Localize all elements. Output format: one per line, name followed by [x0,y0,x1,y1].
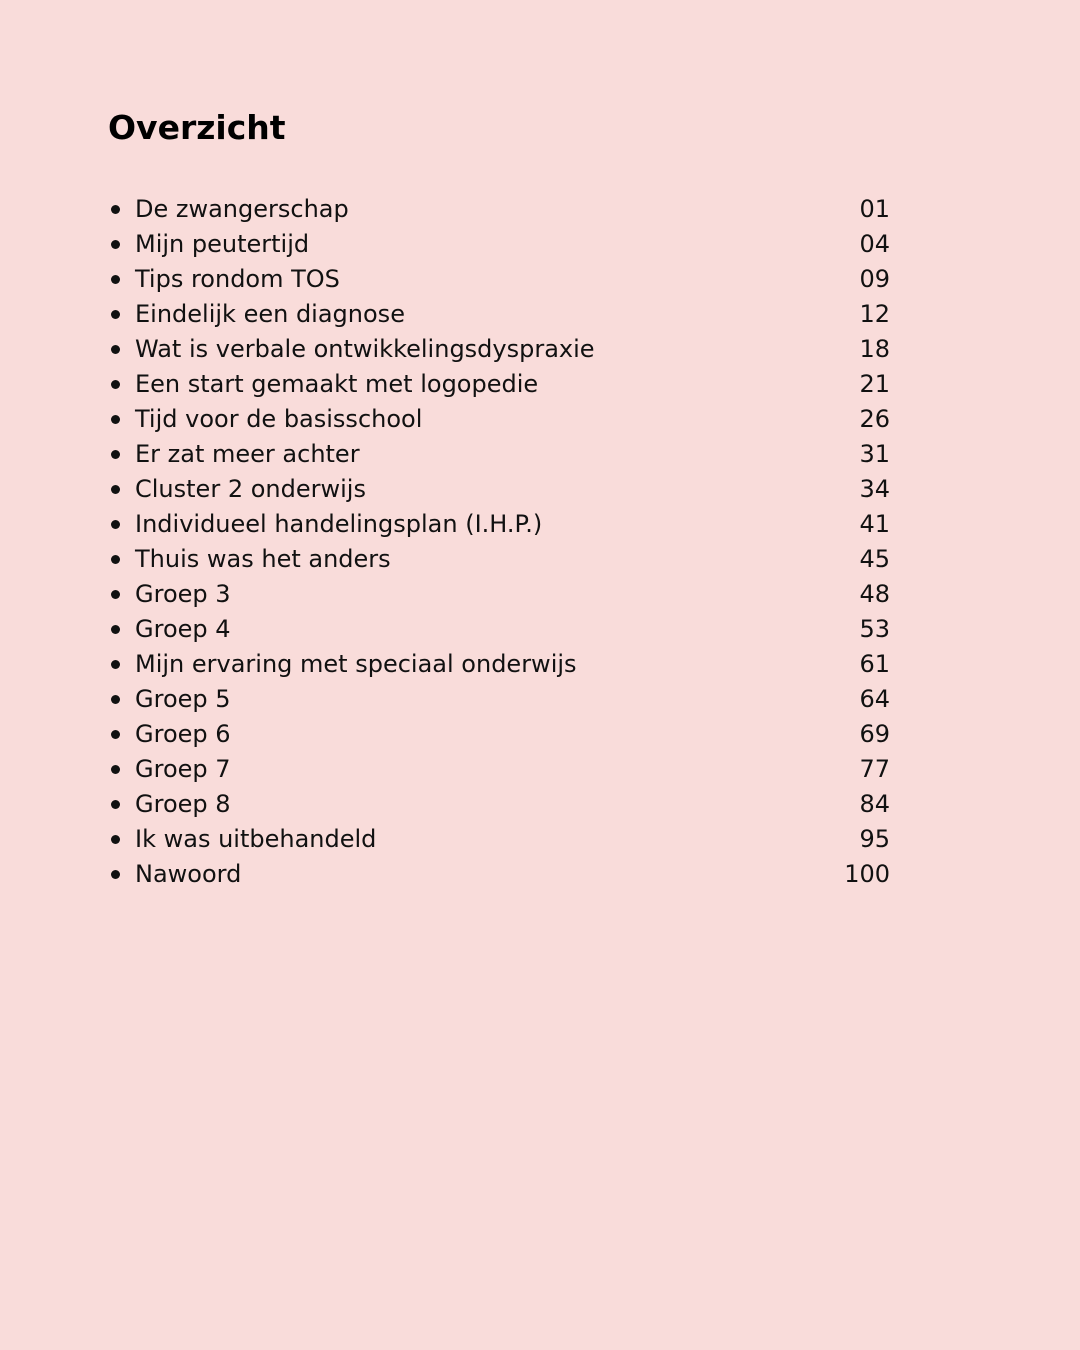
toc-entry [108,682,908,717]
bullet-icon [111,485,120,494]
toc-entry [108,332,908,367]
toc-entry [108,577,908,612]
toc-entry-label: Wat is verbale ontwikkelingsdyspraxie [135,335,595,363]
toc-entry-page: 45 [859,545,890,573]
toc-entry [108,297,908,332]
toc-entry-page: 21 [859,370,890,398]
toc-entry [108,507,908,542]
bullet-icon [111,730,120,739]
toc-entry [108,752,908,787]
toc-entry-label: Groep 3 [135,580,231,608]
bullet-icon [111,345,120,354]
toc-entry [108,857,908,892]
toc-entry-page: 53 [859,615,890,643]
toc-entry-label: Groep 4 [135,615,231,643]
toc-entry [108,262,908,297]
toc-entry-page: 100 [844,860,890,888]
bullet-icon [111,695,120,704]
bullet-icon [111,835,120,844]
toc-entry [108,717,908,752]
toc-entry-label: Eindelijk een diagnose [135,300,405,328]
toc-entry [108,647,908,682]
bullet-icon [111,660,120,669]
toc-entry-label: Groep 5 [135,685,231,713]
bullet-icon [111,415,120,424]
bullet-icon [111,520,120,529]
toc-entry [108,787,908,822]
bullet-icon [111,450,120,459]
toc-entry [108,192,908,227]
toc-entry [108,612,908,647]
toc-entry-label: Cluster 2 onderwijs [135,475,366,503]
toc-entry-page: 61 [859,650,890,678]
toc-entry-label: Nawoord [135,860,242,888]
bullet-icon [111,555,120,564]
toc-entry-page: 34 [859,475,890,503]
toc-entry-label: Individueel handelingsplan (I.H.P.) [135,510,543,538]
toc-entry-label: Groep 7 [135,755,231,783]
toc-entry-label: Een start gemaakt met logopedie [135,370,539,398]
bullet-icon [111,380,120,389]
toc-entry-label: Thuis was het anders [135,545,391,573]
toc-entry-page: 69 [859,720,890,748]
bullet-icon [111,310,120,319]
toc-entry [108,227,908,262]
toc-entry-page: 95 [859,825,890,853]
toc-entry-page: 31 [859,440,890,468]
toc-entry-page: 41 [859,510,890,538]
toc-entry-page: 48 [859,580,890,608]
toc-entry-label: Tijd voor de basisschool [135,405,423,433]
toc-entry [108,437,908,472]
toc-entry-label: Groep 6 [135,720,231,748]
toc-entry-label: Mijn ervaring met speciaal onderwijs [135,650,577,678]
toc-entry [108,402,908,437]
toc-entry [108,822,908,857]
toc-entry-page: 77 [859,755,890,783]
toc-entry-page: 01 [859,195,890,223]
bullet-icon [111,870,120,879]
toc-entry-page: 26 [859,405,890,433]
toc-entry-label: Mijn peutertijd [135,230,310,258]
bullet-icon [111,625,120,634]
bullet-icon [111,590,120,599]
toc-entry-label: Ik was uitbehandeld [135,825,377,853]
toc-entry-label: Er zat meer achter [135,440,360,468]
toc-entry-page: 04 [859,230,890,258]
table-of-contents [108,192,908,892]
page-title: Overzicht [108,108,286,147]
toc-entry-label: De zwangerschap [135,195,349,223]
toc-entry-page: 12 [859,300,890,328]
bullet-icon [111,275,120,284]
toc-entry-page: 09 [859,265,890,293]
toc-entry-label: Groep 8 [135,790,231,818]
bullet-icon [111,205,120,214]
toc-entry [108,472,908,507]
toc-entry-page: 64 [859,685,890,713]
toc-entry [108,542,908,577]
bullet-icon [111,240,120,249]
toc-entry-page: 18 [859,335,890,363]
toc-entry [108,367,908,402]
toc-entry-label: Tips rondom TOS [135,265,340,293]
toc-entry-page: 84 [859,790,890,818]
bullet-icon [111,765,120,774]
bullet-icon [111,800,120,809]
